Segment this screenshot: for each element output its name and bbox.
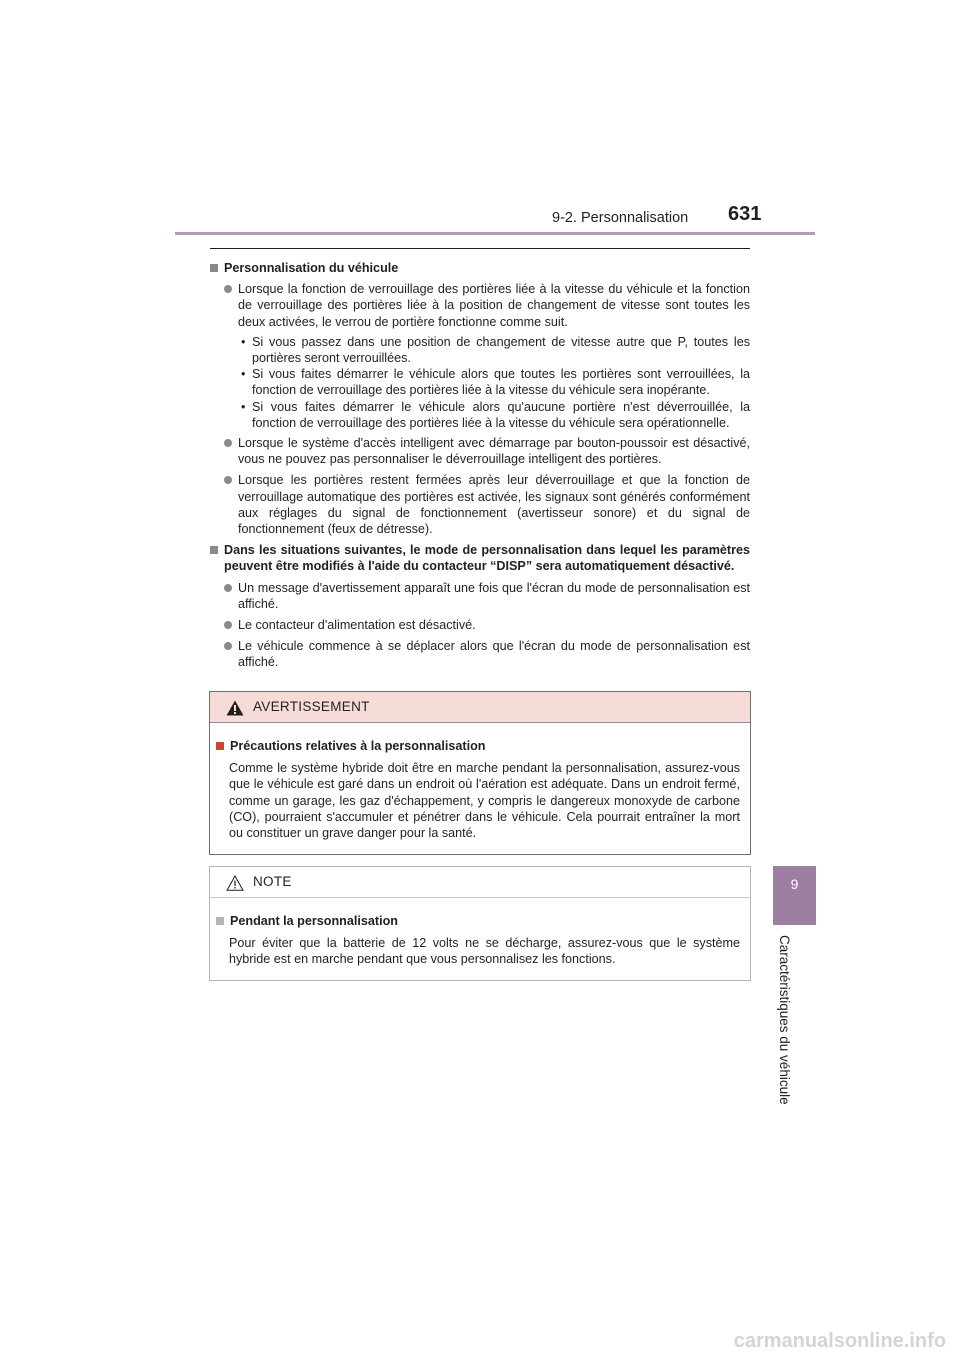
- bullet-list: [210, 334, 750, 431]
- circle-bullet-icon: [224, 621, 232, 629]
- square-bullet-icon: [210, 264, 218, 272]
- heading-disp-mode: Dans les situations suivantes, le mode de personnalisation dans lequel les paramètres peuvent être modifiés à l'aide du contacteur “DISP” sera automatiquement désactivé.: [210, 542, 750, 574]
- content-rule: [210, 248, 750, 249]
- list-item: • Si vous faites démarrer le véhicule alors que toutes les portières sont verrouillées, la fonction de verrouillage des portières liée à la vitesse du véhicule sera inopérante.: [241, 367, 750, 398]
- chapter-label: Caractéristiques du véhicule: [777, 935, 792, 1105]
- square-bullet-icon: [216, 917, 224, 925]
- watermark-text: carmanualsonline.info: [733, 1330, 946, 1352]
- bullet-marker: •: [241, 367, 246, 382]
- bullet-marker: •: [241, 399, 246, 414]
- circle-bullet-icon: [224, 584, 232, 592]
- section-title: 9-2. Personnalisation: [552, 210, 689, 226]
- chapter-tab[interactable]: [773, 866, 816, 925]
- paragraph-warning-message: Un message d'avertissement apparaît une fois que l'écran du mode de personnalisation est affiché.: [210, 580, 750, 612]
- chapter-number: 9: [790, 876, 799, 892]
- warning-heading: Précautions relatives à la personnalisation: [216, 738, 740, 754]
- list-item: • Si vous faites démarrer le véhicule alors qu'aucune portière n'est déverrouillée, la fonction de verrouillage des portières liée à la vitesse du véhicule sera opérationnelle.: [241, 399, 750, 430]
- page-number: 631: [728, 203, 762, 225]
- paragraph-smart-access: Lorsque le système d'accès intelligent avec démarrage par bouton-poussoir est désactivé, vous ne pouvez pas personnaliser le déverrouillage intelligent des portières.: [210, 435, 750, 467]
- main-content: [210, 258, 750, 676]
- heading-vehicle-personalization: Personnalisation du véhicule: [210, 260, 750, 276]
- paragraph-vehicle-moving: Le véhicule commence à se déplacer alors que l'écran du mode de personnalisation est affiché.: [210, 638, 750, 670]
- warning-triangle-icon: [226, 700, 244, 716]
- warning-box-title: AVERTISSEMENT: [253, 699, 370, 714]
- circle-bullet-icon: [224, 476, 232, 484]
- note-heading: Pendant la personnalisation: [216, 913, 740, 929]
- paragraph-power-switch: Le contacteur d'alimentation est désactivé.: [210, 617, 750, 633]
- warning-text: Comme le système hybride doit être en marche pendant la personnalisation, assurez-vous que le véhicule est garé dans un endroit où l'aération est adéquate. Dans un endroit fermé, comme un garage, les gaz d'échappement, y compris le dangereux monoxyde de carbone (CO), pourraient s'accumuler et pénétrer dans le véhicule. Cela pourrait entraîner la mort ou constituer un grave danger pour la santé.: [229, 761, 740, 841]
- warning-box: [209, 691, 751, 855]
- note-box-body: [210, 898, 750, 968]
- note-box: [209, 866, 751, 981]
- caution-triangle-icon: [226, 875, 244, 891]
- warning-box-body: [210, 723, 750, 841]
- square-bullet-icon: [216, 742, 224, 750]
- list-item: • Si vous passez dans une position de changement de vitesse autre que P, toutes les portières seront verrouillées.: [241, 334, 750, 366]
- square-bullet-icon: [210, 546, 218, 554]
- paragraph-auto-lock: Lorsque les portières restent fermées après leur déverrouillage et que la fonction de verrouillage automatique des portières est activée, les signaux sont générés conformément aux réglages du signal de fonctionnement (avertisseur sonore) et du signal de fonctionnement (feux de détresse).: [210, 472, 750, 537]
- circle-bullet-icon: [224, 642, 232, 650]
- note-box-title: NOTE: [253, 874, 292, 889]
- note-box-header: [210, 867, 750, 898]
- header-rule: [175, 232, 815, 235]
- warning-box-header: [210, 692, 750, 723]
- circle-bullet-icon: [224, 439, 232, 447]
- paragraph-door-lock: Lorsque la fonction de verrouillage des portières liée à la vitesse du véhicule et la fonction de verrouillage des portières liée à la position de changement de vitesse sont toutes les deux activées, le verrou de portière fonctionne comme suit.: [210, 281, 750, 330]
- watermark-bar: [0, 1308, 960, 1358]
- bullet-marker: •: [241, 334, 246, 349]
- circle-bullet-icon: [224, 285, 232, 293]
- note-text: Pour éviter que la batterie de 12 volts ne se décharge, assurez-vous que le système hybride est en marche pendant que vous personnalisez les fonctions.: [229, 936, 740, 967]
